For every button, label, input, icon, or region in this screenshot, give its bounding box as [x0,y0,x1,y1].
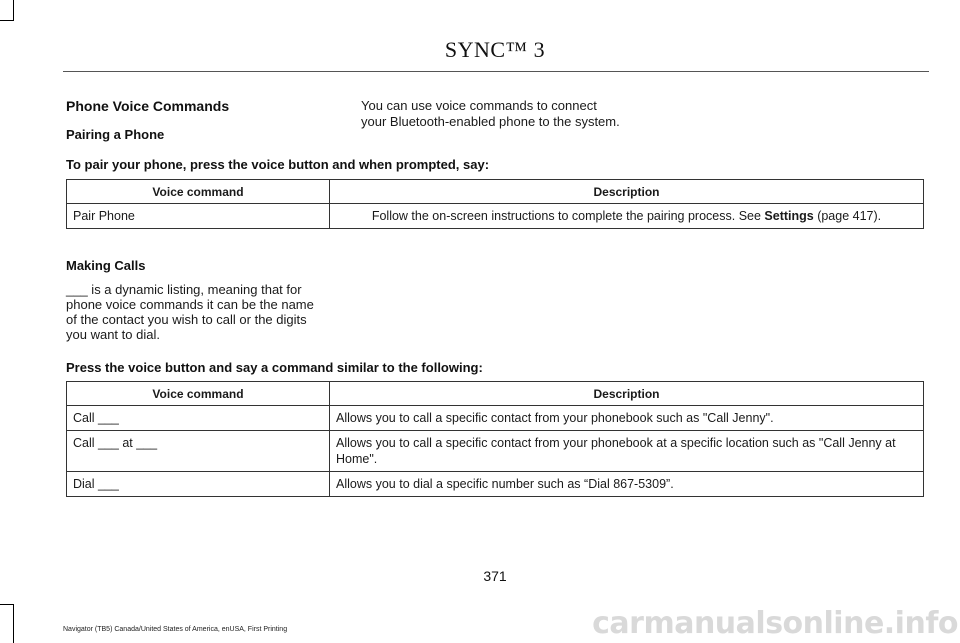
calls-para-line: of the contact you wish to call or the digits [66,312,307,327]
column-header-voice-command: Voice command [67,180,330,204]
calls-heading: Making Calls [66,258,146,273]
table-header-row [67,180,924,204]
calls-para-line: ___ is a dynamic listing, meaning that for [66,282,302,297]
watermark-logo: carmanualsonline.info [592,606,958,641]
description-cell: Allows you to call a specific contact from your phonebook such as "Call Jenny". [330,406,924,431]
voice-command-cell: Dial ___ [67,472,330,497]
pairing-intro-line: You can use voice commands to connect [361,98,597,113]
voice-command-cell: Call ___ at ___ [67,431,330,472]
section-title: Phone Voice Commands [66,98,230,114]
pairing-heading: Pairing a Phone [66,127,165,142]
calls-para-line: you want to dial. [66,327,160,342]
table-row [67,472,924,497]
page-number: 371 [483,568,507,584]
pairing-intro-line: your Bluetooth-enabled phone to the system. [361,114,620,129]
pairing-instruction: To pair your phone, press the voice button and when prompted, say: [66,157,490,172]
column-header-description: Description [330,382,924,406]
voice-command-cell: Pair Phone [67,204,330,229]
pairing-commands-table [66,179,924,229]
crop-mark [0,20,13,21]
description-text: Follow the on-screen instructions to complete the pairing process. See [371,209,765,223]
description-text: (page 417). [813,209,882,223]
table-row [67,431,924,472]
calls-para-line: phone voice commands it can be the name [66,297,314,312]
page-header-title: SYNC™ 3 [444,37,546,62]
settings-reference: Settings [764,209,814,223]
table-row [67,406,924,431]
footer-note: Navigator (TB5) Canada/United States of America, enUSA, First Printing [63,626,288,633]
table-row [67,204,924,229]
description-cell [330,204,924,229]
column-header-description: Description [330,180,924,204]
description-cell: Allows you to dial a specific number such as “Dial 867-5309”. [330,472,924,497]
header-divider [63,71,929,72]
description-cell: Allows you to call a specific contact from your phonebook at a specific location such as "Call Jenny at Home". [330,431,924,472]
crop-mark [0,604,13,605]
column-header-voice-command: Voice command [67,382,330,406]
table-header-row [67,382,924,406]
crop-mark [13,604,14,643]
voice-command-cell: Call ___ [67,406,330,431]
calls-instruction: Press the voice button and say a command similar to the following: [66,360,483,375]
call-commands-table [66,381,924,497]
crop-mark [13,0,14,21]
